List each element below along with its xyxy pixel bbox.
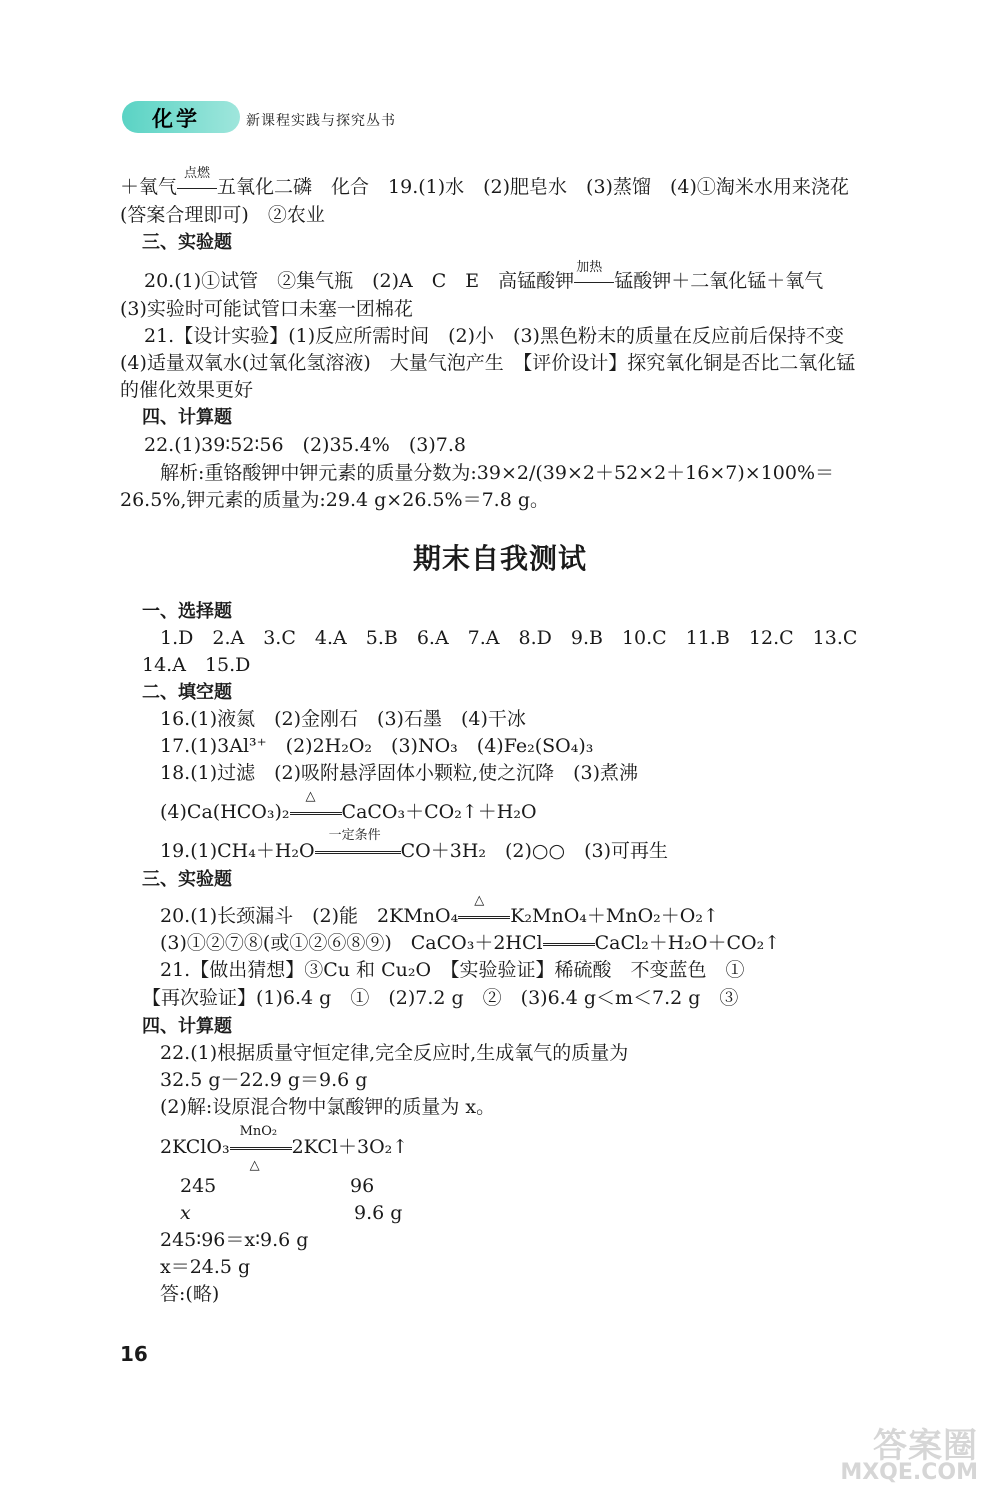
section-heading: 三、实验题 <box>142 869 232 890</box>
answer-line: 20.(1)长颈漏斗 (2)能 2KMnO₄ △ K₂MnO₄＋MnO₂＋O₂↑ <box>160 903 719 930</box>
reaction-condition: 加热 <box>576 260 603 275</box>
answer-line: 26.5%,钾元素的质量为:29.4 g×26.5%＝7.8 g。 <box>120 489 550 511</box>
ratio-value: 96 <box>350 1175 375 1197</box>
section-title: 期末自我测试 <box>412 542 587 575</box>
section-heading: 四、计算题 <box>142 407 232 428</box>
answer-line: (3)实验时可能试管口未塞一团棉花 <box>120 298 413 320</box>
chemical-equation: 2KClO₃ MnO₂ △ 2KCl＋3O₂↑ <box>160 1134 408 1161</box>
section-heading: 二、填空题 <box>142 682 232 703</box>
reaction-condition: △ <box>305 789 316 804</box>
answer-line: ＋氧气 点燃 五氧化二磷 化合 19.(1)水 (2)肥皂水 (3)蒸馏 (4)①淘米水用来浇花 <box>120 174 849 201</box>
answer-line: 解析:重铬酸钾中钾元素的质量分数为:39×2/(39×2＋52×2＋16×7)×100%＝ <box>160 462 835 484</box>
answer-line: 32.5 g－22.9 g＝9.6 g <box>160 1069 368 1091</box>
reaction-condition: 点燃 <box>184 166 211 181</box>
series-title: 新课程实践与探究丛书 <box>246 113 396 129</box>
answer-line: 22.(1)根据质量守恒定律,完全反应时,生成氧气的质量为 <box>160 1042 629 1064</box>
answer-line: 21.【做出猜想】③Cu 和 Cu₂O 【实验验证】稀硫酸 不变蓝色 ① <box>160 959 745 981</box>
answer-line: (3)①②⑦⑧(或①②⑥⑧⑨) CaCO₃＋2HCl CaCl₂＋H₂O＋CO₂↑ <box>160 932 781 954</box>
reaction-condition: 一定条件 <box>328 828 381 843</box>
answer-line: 答:(略) <box>160 1283 220 1305</box>
section-heading: 三、实验题 <box>142 232 232 253</box>
reaction-catalyst: MnO₂ <box>239 1124 278 1139</box>
section-heading: 一、选择题 <box>142 601 232 622</box>
answer-line: 20.(1)①试管 ②集气瓶 (2)A C E 高锰酸钾 加热 锰酸钾＋二氧化锰＋氧气 <box>144 268 823 295</box>
answer-line: 21.【设计实验】(1)反应所需时间 (2)小 (3)黑色粉末的质量在反应前后保持不变 <box>144 325 844 347</box>
answer-line: 17.(1)3Al³⁺ (2)2H₂O₂ (3)NO₃ (4)Fe₂(SO₄)₃ <box>160 735 594 757</box>
answer-line: 1.D 2.A 3.C 4.A 5.B 6.A 7.A 8.D 9.B 10.C 11.B 12.C 13.C <box>160 627 858 649</box>
answer-line: x＝24.5 g <box>160 1256 251 1278</box>
answer-line: 22.(1)39∶52∶56 (2)35.4% (3)7.8 <box>144 434 466 456</box>
answer-line: (4)Ca(HCO₃)₂ △ CaCO₃＋CO₂↑＋H₂O <box>160 799 537 826</box>
page-number: 16 <box>120 1342 148 1366</box>
reaction-condition: △ <box>474 893 485 908</box>
answer-line: 的催化效果更好 <box>120 379 254 401</box>
answer-line: 19.(1)CH₄＋H₂O 一定条件 CO＋3H₂ (2)○○ (3)可再生 <box>160 838 668 865</box>
answer-line: 16.(1)液氮 (2)金刚石 (3)石墨 (4)干冰 <box>160 708 526 730</box>
answer-line: 14.A 15.D <box>142 654 251 676</box>
ratio-value: 245 <box>180 1175 217 1197</box>
answer-line: (答案合理即可) ②农业 <box>120 204 325 226</box>
answer-line: (4)适量双氧水(过氧化氢溶液) 大量气泡产生 【评价设计】探究氧化铜是否比二氧化锰 <box>120 352 856 374</box>
answer-line: (2)解:设原混合物中氯酸钾的质量为 x。 <box>160 1096 496 1118</box>
watermark-site: MXQE.COM <box>840 1460 978 1485</box>
section-heading: 四、计算题 <box>142 1016 232 1037</box>
reaction-condition: △ <box>249 1158 260 1173</box>
answer-line: 245∶96＝x∶9.6 g <box>160 1229 309 1251</box>
answer-line: 18.(1)过滤 (2)吸附悬浮固体小颗粒,使之沉降 (3)煮沸 <box>160 762 638 784</box>
subject-label: 化学 <box>152 107 200 131</box>
ratio-value: x <box>180 1202 191 1224</box>
watermark-logo: 答案圈 <box>873 1426 978 1466</box>
answer-line: 【再次验证】(1)6.4 g ① (2)7.2 g ② (3)6.4 g＜m＜7.2 g ③ <box>142 987 739 1009</box>
ratio-value: 9.6 g <box>354 1202 403 1224</box>
